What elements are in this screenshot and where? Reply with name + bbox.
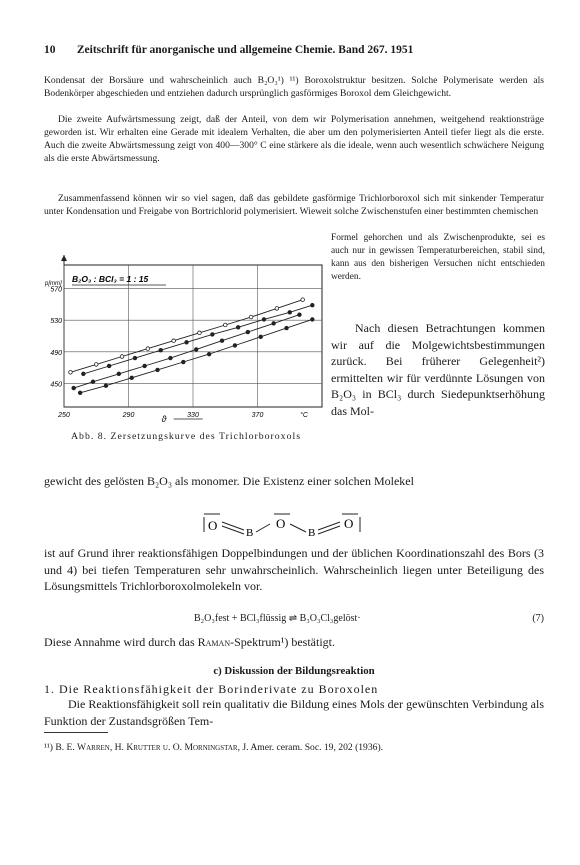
section-heading-c: c) Diskussion der Bildungsreaktion	[213, 665, 375, 677]
subsection-heading-1: 1. Die Reaktionsfähigkeit der Borinderivate zu Boroxolen	[44, 682, 379, 696]
main-paragraph-3	[44, 634, 544, 651]
footnote-mark: ¹¹)	[44, 742, 53, 753]
data-point	[156, 368, 160, 372]
data-point	[233, 344, 237, 348]
right-column-small-text: Formel gehorchen und als Zwischenprodukte, sei es auch nur in gewissen Temperaturbereichen, stabil sind, kann aus den bisherigen Versuchen nicht entschieden werden.	[331, 233, 545, 283]
footnote-rest: , J. Amer. ceram. Soc. 19, 202 (1936).	[237, 742, 384, 753]
formula-o1: O	[208, 518, 218, 533]
data-point	[82, 372, 86, 376]
data-point	[159, 348, 163, 352]
formula-o3: O	[344, 516, 354, 531]
data-point	[78, 391, 82, 395]
paragraph-1: Kondensat der Borsäure und wahrscheinlich auch B₂O₃¹) ¹¹) Boroxolstruktur besitzen. Solche Polymerisate werden als Bodenkörper abgeschieden und entziehen dadurch ursprünglich gasförmiges Boroxol dem Gleichgewicht.	[44, 75, 544, 100]
data-point	[275, 307, 279, 311]
formula-o2: O	[276, 516, 286, 531]
footnote-authors: B. E. Warren, H. Krutter u. O. Morningstar	[55, 742, 238, 753]
data-point	[298, 313, 302, 317]
data-point	[91, 380, 95, 384]
data-point	[107, 364, 111, 368]
data-point	[211, 333, 215, 337]
right-column-paragraph-text: Nach diesen Betrachtungen kommen wir auf die Molgewichtsbestimmungen zurück. Bei früherer Gelegenheit²) ermittelten wir für verdünnte Lösungen von B₂O₃ in BCl₃ durch Siedepunktserhöhung das Mol-	[331, 321, 545, 418]
data-point	[169, 356, 173, 360]
data-point	[272, 322, 276, 326]
data-point	[259, 335, 263, 339]
figure-caption: Abb. 8. Zersetzungskurve des Trichlorboroxols	[70, 431, 302, 442]
paragraph-2	[44, 113, 544, 165]
footnote-rule	[44, 732, 108, 733]
paragraph-3	[44, 192, 544, 218]
main-paragraph-4-text: Die Reaktionsfähigkeit soll rein qualitativ die Bildung eines Mols der gewünschten Verbindung als Funktion der Zustandsgrößen Tem-	[44, 697, 544, 728]
y-tick-label: 450	[50, 381, 62, 389]
equation-7: B₂O₃fest + BCl₃flüssig ⇌ B₃O₃Cl₃gelöst·	[194, 613, 361, 624]
data-point	[246, 330, 250, 334]
data-point	[104, 384, 108, 388]
data-point	[207, 352, 211, 356]
formula-b2: B	[308, 527, 316, 539]
data-point	[143, 364, 147, 368]
data-point	[198, 331, 202, 335]
data-point	[133, 356, 137, 360]
main-paragraph-1: gewicht des gelösten B₂O₃ als monomer. Die Existenz einer solchen Molekel	[44, 474, 414, 488]
data-point	[262, 318, 266, 322]
paragraph-2-text: Die zweite Aufwärtsmessung zeigt, daß der Anteil, von dem wir Polymerisation annehmen, weitgehend reaktionsträge geworden ist. Wir erhalten eine Gerade mit idealem Verhalten, die aber um den polymerisierten Anteil tiefer liegt als die erste. Auch die zweite Abwärtsmessung zeigt von 400—300° C eine stärkere als die ideale, wenn auch wesentlich schwächere Neigung als die erste Abwärtsmessung.	[44, 114, 544, 165]
page-number: 10	[44, 44, 56, 56]
equation-number: (7)	[532, 613, 544, 624]
main-paragraph-3-pre: Diese Annahme wird durch das	[44, 635, 198, 649]
data-point	[220, 339, 224, 343]
data-point	[285, 326, 289, 330]
raman-name: Raman	[197, 635, 231, 649]
data-point	[288, 311, 292, 315]
x-tick-label: 370	[251, 412, 264, 419]
data-point	[172, 339, 176, 343]
main-paragraph-3-post: -Spektrum¹) bestätigt.	[230, 635, 336, 649]
data-point	[249, 315, 253, 319]
data-point	[194, 348, 198, 352]
y-tick-label: 570	[50, 286, 62, 294]
data-point	[311, 303, 315, 307]
x-axis-label: ϑ	[161, 414, 167, 424]
y-axis-arrow-head	[61, 255, 67, 261]
formula-b1: B	[246, 527, 254, 539]
data-point	[301, 298, 305, 302]
y-tick-label: 530	[50, 318, 62, 326]
x-tick-label: 250	[58, 412, 70, 419]
data-point	[182, 360, 186, 364]
footnote	[44, 741, 544, 754]
decomposition-chart	[44, 255, 328, 427]
data-point	[130, 376, 134, 380]
structural-formula	[198, 508, 382, 542]
data-point	[223, 323, 227, 327]
x-tick-label: 290	[122, 412, 135, 419]
main-paragraph-2: ist auf Grund ihrer reaktionsfähigen Doppelbindungen und der üblichen Koordinationszahl des Bors (3 und 4) bei tiefen Temperaturen sehr unwahrscheinlich. Wahrscheinlich liegen unter Beteiligung des Lösungsmittels Trichlorboroxolmolekeln vor.	[44, 546, 544, 594]
series-line	[74, 315, 300, 388]
data-point	[117, 372, 121, 376]
y-tick-label: 490	[50, 349, 62, 357]
data-point	[69, 370, 73, 374]
x-unit-label: °C	[300, 412, 308, 419]
data-point	[311, 318, 315, 322]
chart-title: B₂O₃ : BCl₃ = 1 : 15	[72, 274, 149, 284]
data-point	[185, 341, 189, 345]
series-line	[80, 319, 312, 392]
right-column-paragraph	[331, 320, 545, 420]
data-point	[236, 326, 240, 330]
data-point	[72, 386, 76, 390]
x-tick-label: 330	[187, 412, 199, 419]
data-point	[146, 347, 150, 351]
data-point	[94, 363, 98, 367]
journal-title: Zeitschrift für anorganische und allgemeine Chemie. Band 267. 1951	[76, 44, 414, 56]
main-paragraph-4	[44, 696, 544, 729]
running-header	[44, 44, 544, 56]
series-line	[83, 305, 312, 374]
y-axis-label: p[mm]	[45, 281, 62, 287]
data-point	[120, 355, 124, 359]
paragraph-3-text: Zusammenfassend können wir so viel sagen, daß das gebildete gasförmige Trichlorboroxol sich mit sinkender Temperatur unter Kondensation und Freigabe von Bortrichlorid polymerisiert. Wieweit solche Zwischenstufen einer bestimmten chemischen	[44, 193, 544, 218]
